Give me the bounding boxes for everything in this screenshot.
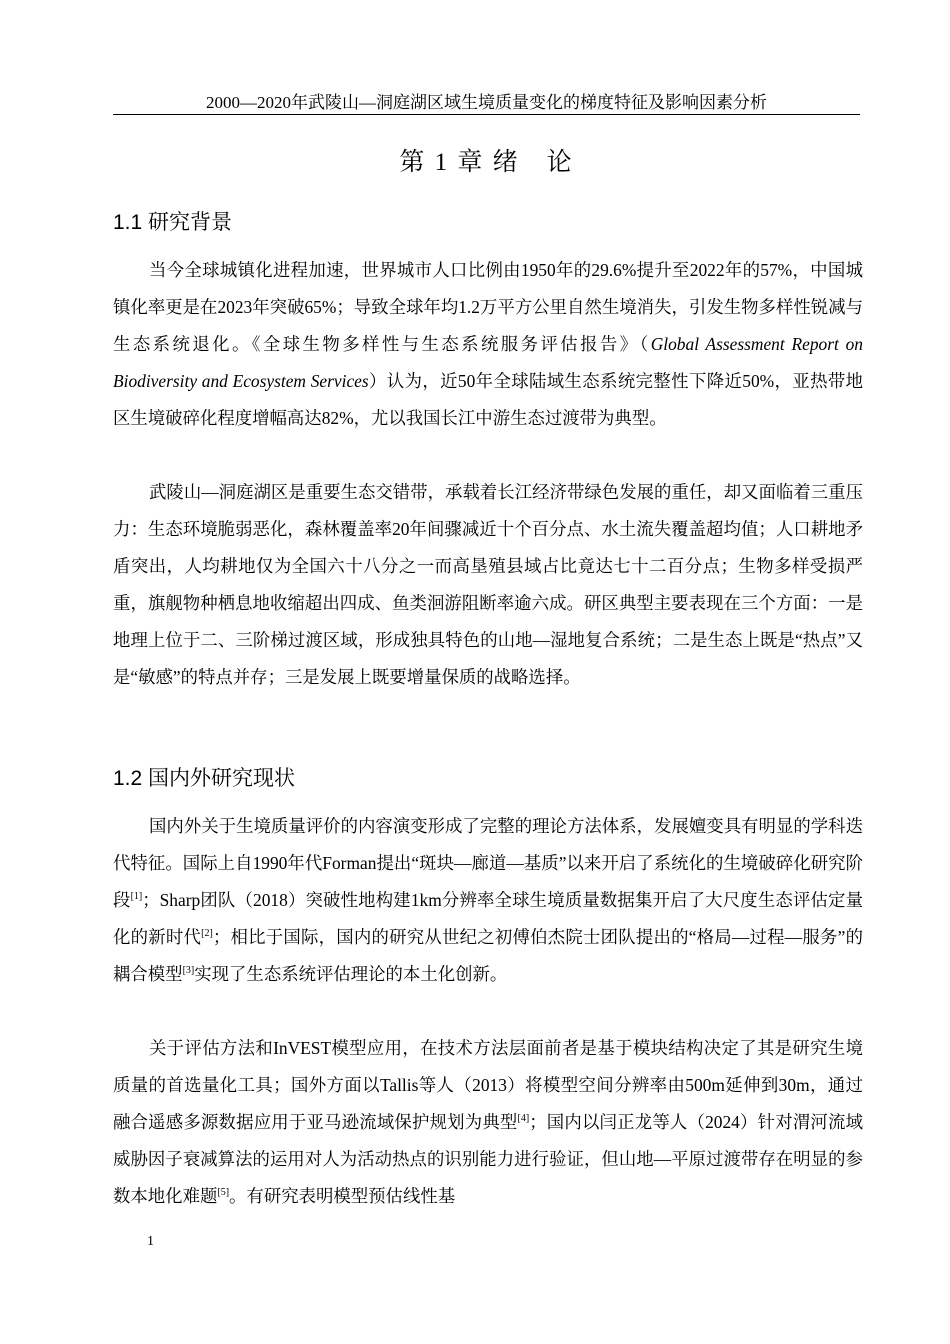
citation-ref: [5] [217, 1186, 230, 1198]
paragraph-text: ；相比于国际，国内的研究从世纪之初傅伯杰院士团队提出的“格局—过程—服务”的耦合模型 [113, 926, 863, 984]
section-heading-1-2: 1.2 国内外研究现状 [113, 767, 296, 790]
report-title-italic: Global Assessment Report on Biodiversity and Ecosystem Services [113, 333, 863, 391]
paragraph-text: 关于评估方法和InVEST模型应用，在技术方法层面前者是基于模块结构决定了其是研究生境质量的首选量化工具；国外方面以Tallis等人（2013）将模型空间分辨率由500m延伸到30m，通过融合遥感多源数据应用于亚马逊流域保护规划为典型 [113, 1038, 863, 1132]
paragraph-text: 实现了生态系统评估理论的本土化创新。 [194, 963, 508, 984]
paragraph-text: ；国内以闫正龙等人（2024）针对渭河流域威胁因子衰减算法的运用对人为活动热点的识别能力进行验证，但山地—平原过渡带存在明显的参数本地化难题 [113, 1111, 863, 1206]
section-1-1-paragraph-1 [113, 252, 863, 437]
section-1-1-paragraph-2 [113, 474, 863, 695]
section-heading-1-1: 1.1 研究背景 [113, 211, 233, 234]
citation-ref: [2] [201, 927, 213, 939]
header-divider [113, 114, 860, 115]
paragraph-text: 当今全球城镇化进程加速，世界城市人口比例由1950年的29.6%提升至2022年的57%，中国城镇化率更是在2023年突破65%；导致全球年均1.2万平方公里自然生境消失，引发生物多样性锐减与生态系统退化。《全球生物多样性与生态系统服务评估报告》（ [113, 260, 863, 354]
paragraph-text: ）认为，近50年全球陆域生态系统完整性下降近50%，亚热带地区生境破碎化程度增幅高达82%，尤以我国长江中游生态过渡带为典型。 [113, 370, 864, 428]
paragraph-text: ；Sharp团队（2018）突破性地构建1km分辨率全球生境质量数据集开启了大尺度生态评估定量化的新时代 [113, 889, 863, 947]
citation-ref: [3] [182, 964, 195, 976]
section-1-2-paragraph-1 [113, 808, 863, 993]
paragraph-text: 。有研究表明模型预估线性基 [229, 1185, 456, 1206]
section-1-2-paragraph-2 [113, 1030, 863, 1215]
citation-ref: [4] [517, 1112, 530, 1124]
page-number: 1 [147, 1234, 154, 1249]
running-header: 2000—2020年武陵山—洞庭湖区域生境质量变化的梯度特征及影响因素分析 [206, 93, 767, 112]
paragraph-text: 武陵山—洞庭湖区是重要生态交错带，承载着长江经济带绿色发展的重任，却又面临着三重压力：生态环境脆弱恶化，森林覆盖率20年间骤减近十个百分点、水土流失覆盖超均值；人口耕地矛盾突出，人均耕地仅为全国六十八分之一而高垦殖县域占比竟达七十二百分点；生物多样受损严重，旗舰物种栖息地收缩超出四成、鱼类洄游阻断率逾六成。研区典型主要表现在三个方面：一是地理上位于二、三阶梯过渡区域，形成独具特色的山地—湿地复合系统；二是生态上既是“热点”又是“敏感”的特点并存；三是发展上既要增量保质的战略选择。 [113, 482, 863, 687]
paragraph-text: 国内外关于生境质量评价的内容演变形成了完整的理论方法体系，发展嬗变具有明显的学科迭代特征。国际上自1990年代Forman提出“斑块—廊道—基质”以来开启了系统化的生境破碎化研究阶段 [113, 816, 863, 910]
chapter-title: 第 1 章 绪 论 [399, 149, 574, 176]
citation-ref: [1] [130, 890, 143, 902]
